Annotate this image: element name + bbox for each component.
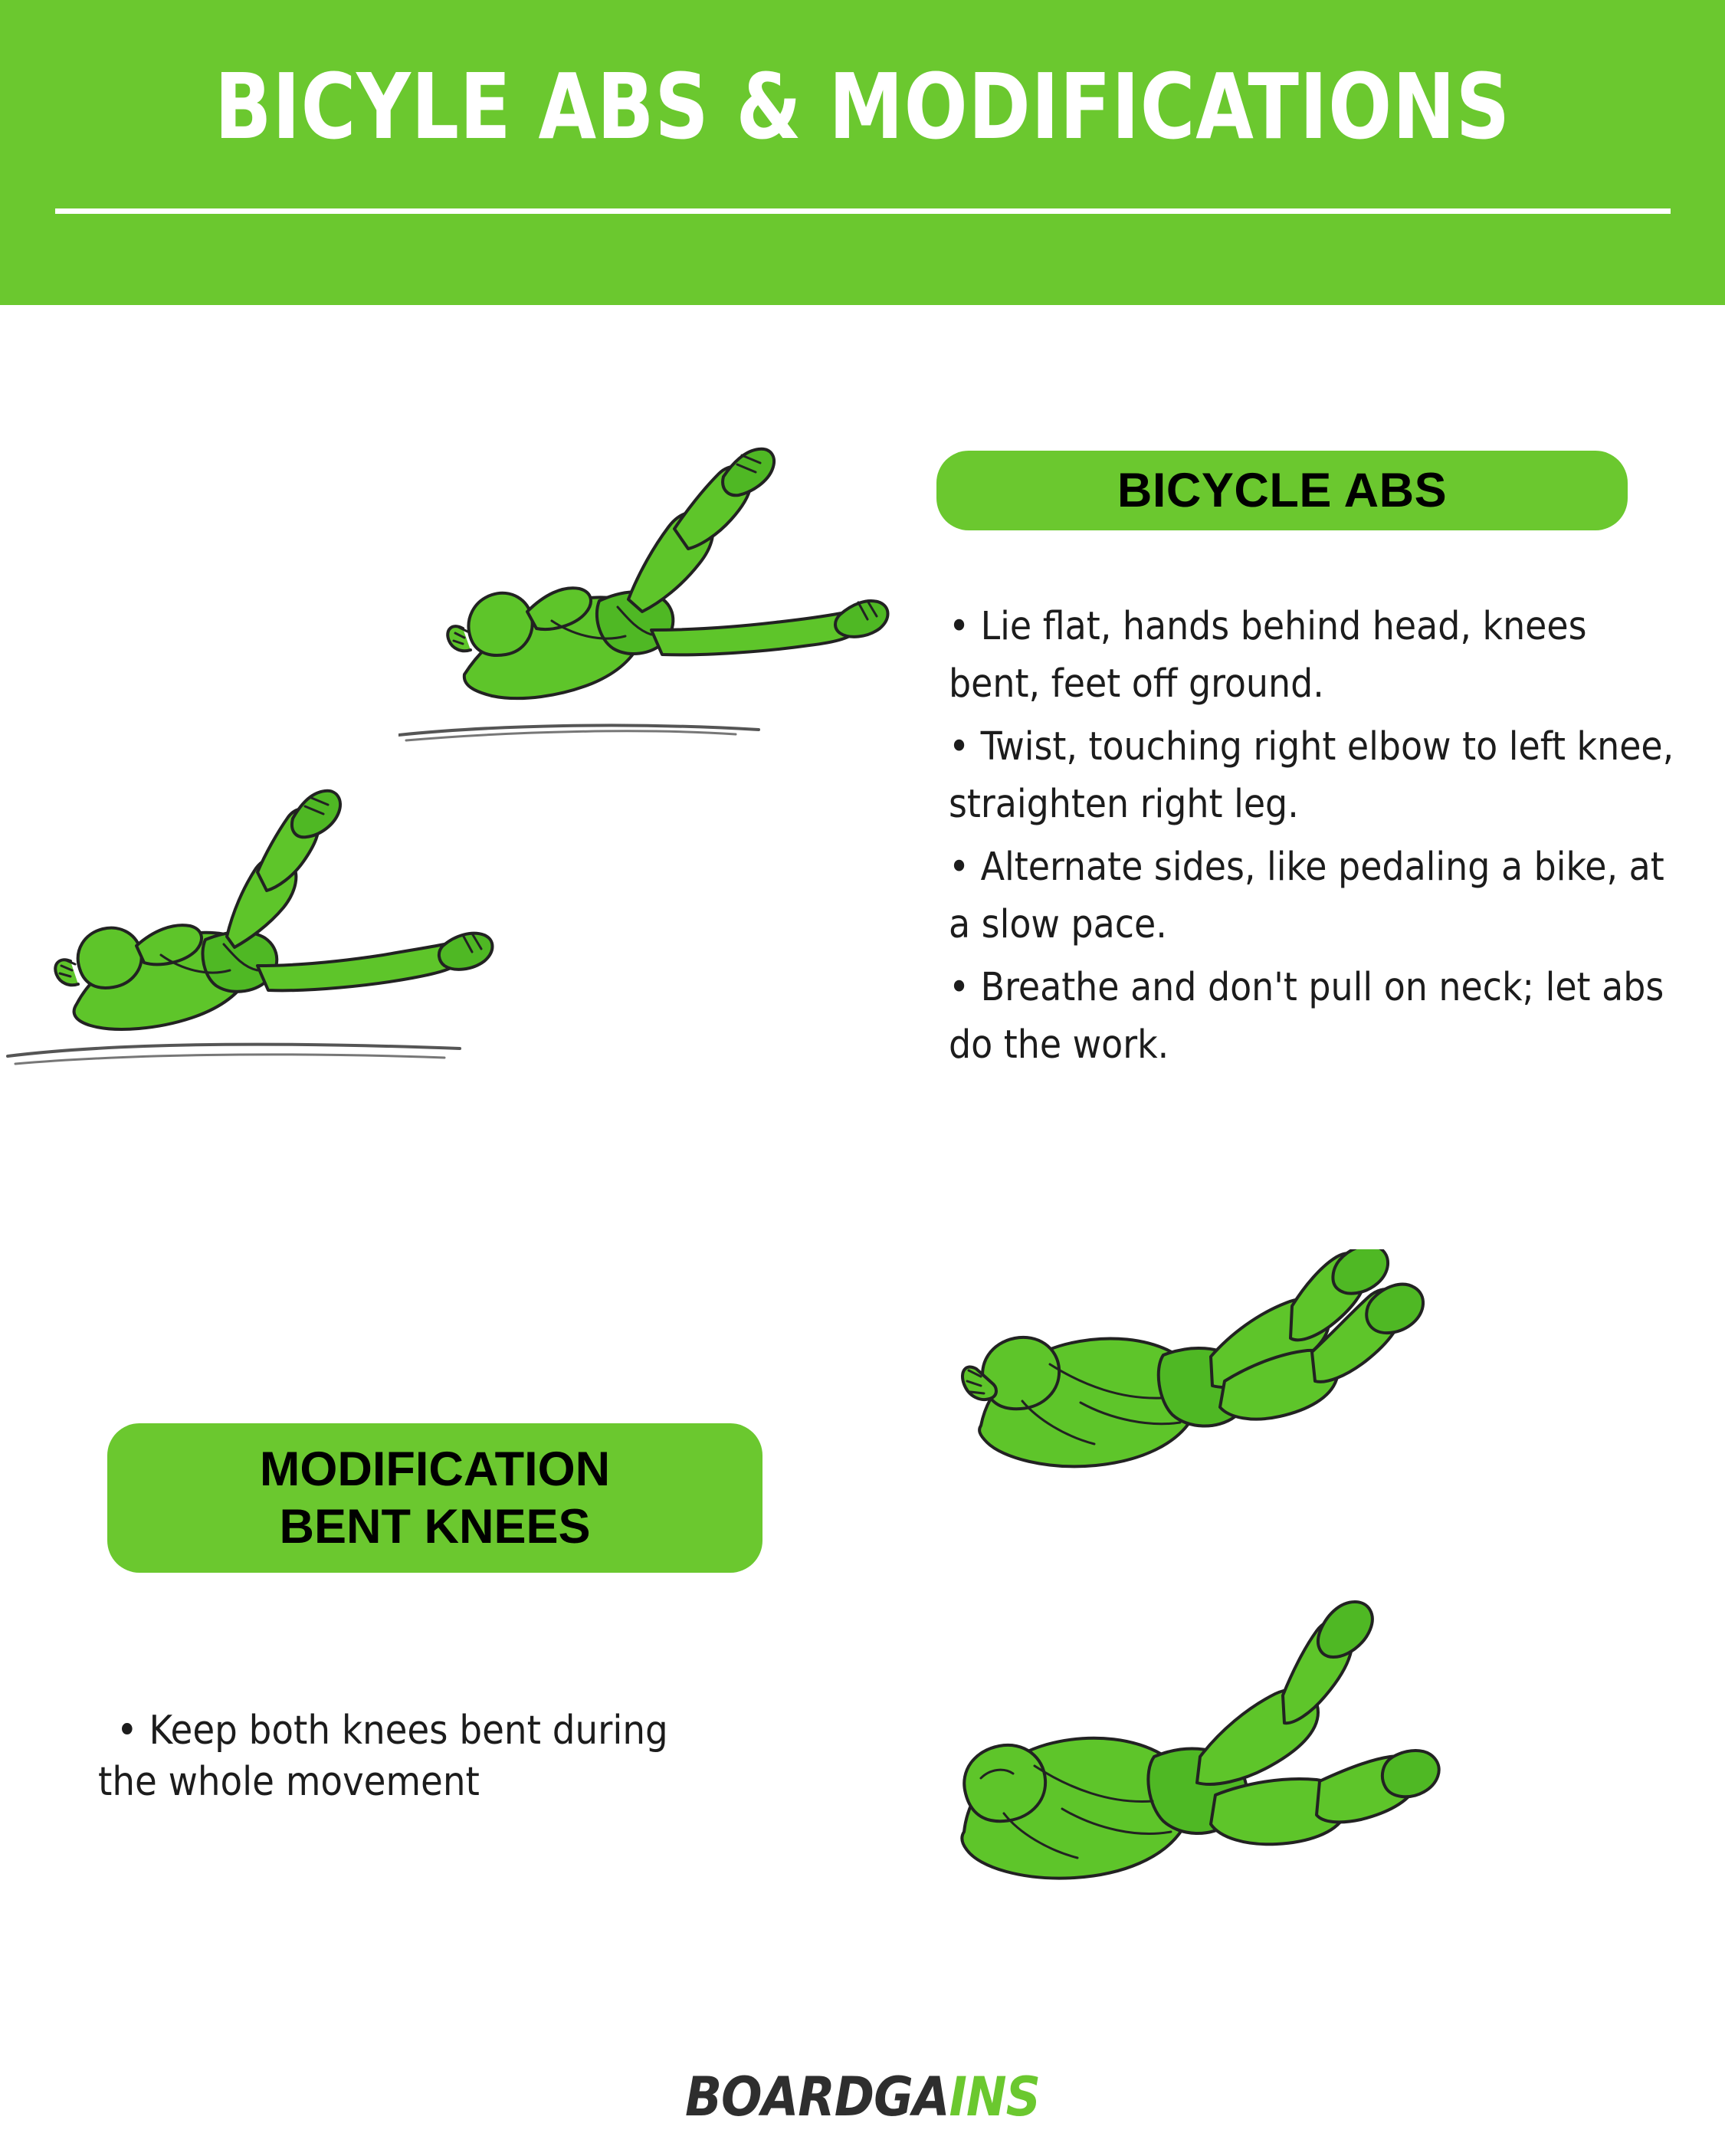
section-title-modification-line1: MODIFICATION bbox=[259, 1442, 611, 1497]
footer-logo bbox=[0, 2066, 1725, 2128]
bicycle-abs-bullet-3: • Alternate sides, like pedaling a bike, at a slow pace. bbox=[949, 844, 1664, 948]
bicycle-abs-figure-twist bbox=[0, 774, 536, 1119]
modification-figure-bent-knees-top bbox=[958, 1249, 1533, 1579]
bicycle-abs-instruction-list bbox=[949, 598, 1681, 1079]
header-divider bbox=[55, 208, 1671, 214]
section-title-modification-line2: BENT KNEES bbox=[279, 1499, 591, 1554]
footer-logo-text bbox=[685, 2066, 1040, 2128]
section-title-bicycle-abs-label: BICYCLE ABS bbox=[1117, 464, 1448, 517]
bicycle-abs-bullet-1: • Lie flat, hands behind head, knees bent, feet off ground. bbox=[949, 604, 1587, 707]
page-title: BICYLE ABS & MODIFICATIONS bbox=[214, 54, 1511, 159]
section-title-modification bbox=[107, 1423, 762, 1573]
bicycle-abs-bullet-2: • Twist, touching right elbow to left knee, straighten right leg. bbox=[949, 724, 1674, 828]
header-banner bbox=[0, 0, 1725, 305]
footer-logo-part1: BOARDGA bbox=[685, 2066, 949, 2128]
modification-instruction-line1: • Keep both knees bent during bbox=[116, 1708, 668, 1754]
footer-logo-part2: INS bbox=[949, 2066, 1040, 2128]
bicycle-abs-figure-extended-leg bbox=[398, 437, 950, 805]
modification-instruction-line2: the whole movement bbox=[98, 1758, 480, 1805]
bicycle-abs-bullet-4: • Breathe and don't pull on neck; let abs do the work. bbox=[949, 964, 1664, 1068]
section-title-bicycle-abs bbox=[936, 451, 1628, 530]
modification-figure-bent-knees-bottom bbox=[943, 1579, 1548, 1939]
modification-instruction bbox=[98, 1705, 765, 1807]
